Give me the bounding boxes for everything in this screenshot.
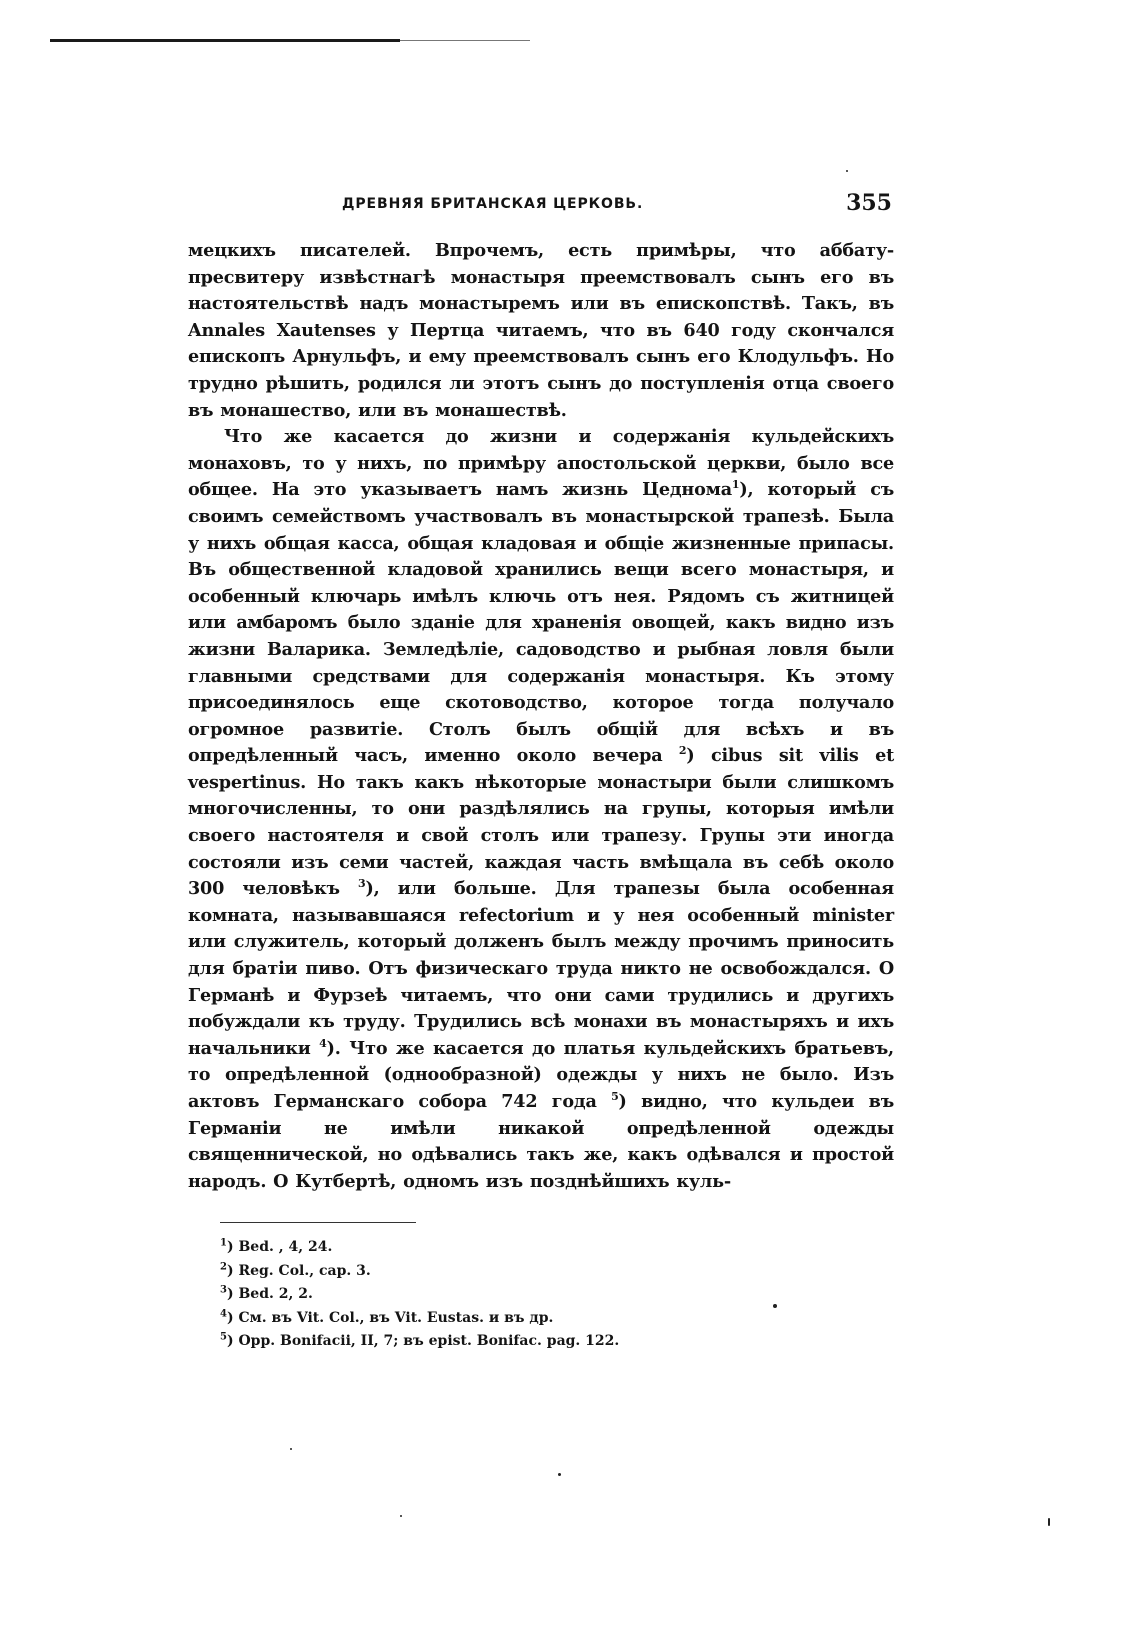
footnote-1: [220, 1236, 820, 1260]
footnote-text: ) См. въ Vit. Col., въ Vit. Eustas. и въ др.: [226, 1309, 554, 1326]
paragraph-2-part-c: ) cibus sit vilis et vespertinus. Но такъ какъ нѣкоторые монастыри были слишкомъ многочисленны, то они раздѣлялись на групы, которыя имѣли своего настоятеля и свой столъ или трапезу. Групы эти иногда состояли изъ семи частей, каждая часть вмѣщала въ себѣ около 300 человѣкъ: [188, 745, 894, 900]
footnote-mark: 3: [220, 1284, 227, 1296]
footnote-text: ) Bed. , 4, 24.: [226, 1239, 333, 1255]
footnote-rule: [220, 1222, 416, 1223]
paragraph-1: мецкихъ писателей. Впрочемъ, есть примѣры, что аббату-пресвитеру извѣстнагѣ монастыря преемствовалъ сынъ его въ настоятельствѣ надъ монастыремъ или въ епископствѣ. Такъ, въ Annales Xautenses у Пертца читаемъ, что въ 640 году скончался епископъ Арнульфъ, и ему преемствовалъ сынъ его Клодульфъ. Но трудно рѣшить, родился ли этотъ сынъ до поступленія отца своего въ монашество, или въ монашествѣ.: [188, 240, 894, 421]
scan-edge-rule: [50, 38, 530, 44]
page-number: 355: [846, 190, 892, 216]
footnote-2: [220, 1260, 820, 1284]
footnote-4: [220, 1307, 820, 1331]
paragraph-2-part-e: ). Что же касается до платья кульдейскихъ братьевъ, то опредѣленной (однообразной) одежды у нихъ не было. Изъ актовъ Германскаго собора 742 года: [188, 1037, 894, 1112]
scan-speck: [290, 1448, 292, 1450]
paragraph-2-part-d: ), или больше. Для трапезы была особенная комната, называвшаяся refectorium и у нея особенный minister или служитель, который долженъ былъ между прочимъ приносить для братіи пиво. Отъ физическаго труда никто не освобождался. О Германѣ и Фурзеѣ читаемъ, что они сами трудились и другихъ побуждали къ труду. Трудились всѣ монахи въ монастыряхъ и ихъ начальники: [188, 878, 894, 1059]
running-title: ДРЕВНЯЯ БРИТАНСКАЯ ЦЕРКОВЬ.: [342, 196, 644, 212]
running-head: [192, 190, 892, 224]
paragraph-2-part-a: Что же касается до жизни и содержанія кульдейскихъ монаховъ, то у нихъ, по примѣру апостольской церкви, было все общее. На это указываетъ намъ жизнь Цеднома: [188, 426, 894, 501]
footnote-ref-4: 4: [319, 1036, 327, 1050]
footnote-mark: 5: [220, 1331, 227, 1343]
scan-speck: [773, 1304, 777, 1308]
footnote-ref-2: 2: [678, 744, 687, 758]
paragraph-2: [188, 424, 894, 1195]
scan-rule-thin: [400, 40, 530, 41]
footnote-mark: 4: [220, 1307, 227, 1319]
scan-speck: [400, 1515, 402, 1517]
footnote-5: [220, 1330, 820, 1354]
footnote-text: ) Reg. Col., cap. 3.: [226, 1262, 371, 1279]
footnote-ref-5: 5: [611, 1090, 619, 1104]
footnote-mark: 2: [220, 1260, 227, 1272]
paragraph-2-part-b: ), который съ своимъ семействомъ участвовалъ въ монастырской трапезѣ. Была у нихъ общая касса, общая кладовая и общіе жизненные припасы. Въ общественной кладовой хранились вещи всего монастыря, и особенный ключарь имѣлъ ключь отъ нея. Рядомъ съ житницей или амбаромъ было зданіе для храненія овощей, какъ видно изъ жизни Валарика. Земледѣліе, садоводство и рыбная ловля были главными средствами для содержанія монастыря. Къ этому присоединялось еще скотоводство, которое тогда получало огромное развитіе. Столъ былъ общій для всѣхъ и въ опредѣленный часъ, именно около вечера: [188, 479, 895, 767]
paragraph-2-part-f: ) видно, что кульдеи въ Германіи не имѣли никакой опредѣленной одежды священнической, но одѣвались такъ же, какъ одѣвался и простой народъ. О Кутбертѣ, одномъ изъ позднѣйшихъ куль-: [188, 1091, 894, 1192]
scan-rule-thick: [50, 39, 400, 42]
body-text: [188, 238, 894, 1195]
footnotes: [220, 1236, 820, 1354]
footnote-3: [220, 1283, 820, 1307]
footnote-mark: 1: [220, 1237, 227, 1249]
footnote-ref-1: 1: [731, 478, 740, 492]
scan-speck: [846, 170, 848, 172]
footnote-ref-3: 3: [358, 877, 366, 891]
footnote-text: ) Bed. 2, 2.: [226, 1286, 313, 1302]
scan-speck: [558, 1473, 561, 1476]
footnote-text: ) Opp. Bonifacii, II, 7; въ epist. Bonifac. pag. 122.: [226, 1333, 620, 1349]
scan-speck: [1048, 1518, 1050, 1526]
